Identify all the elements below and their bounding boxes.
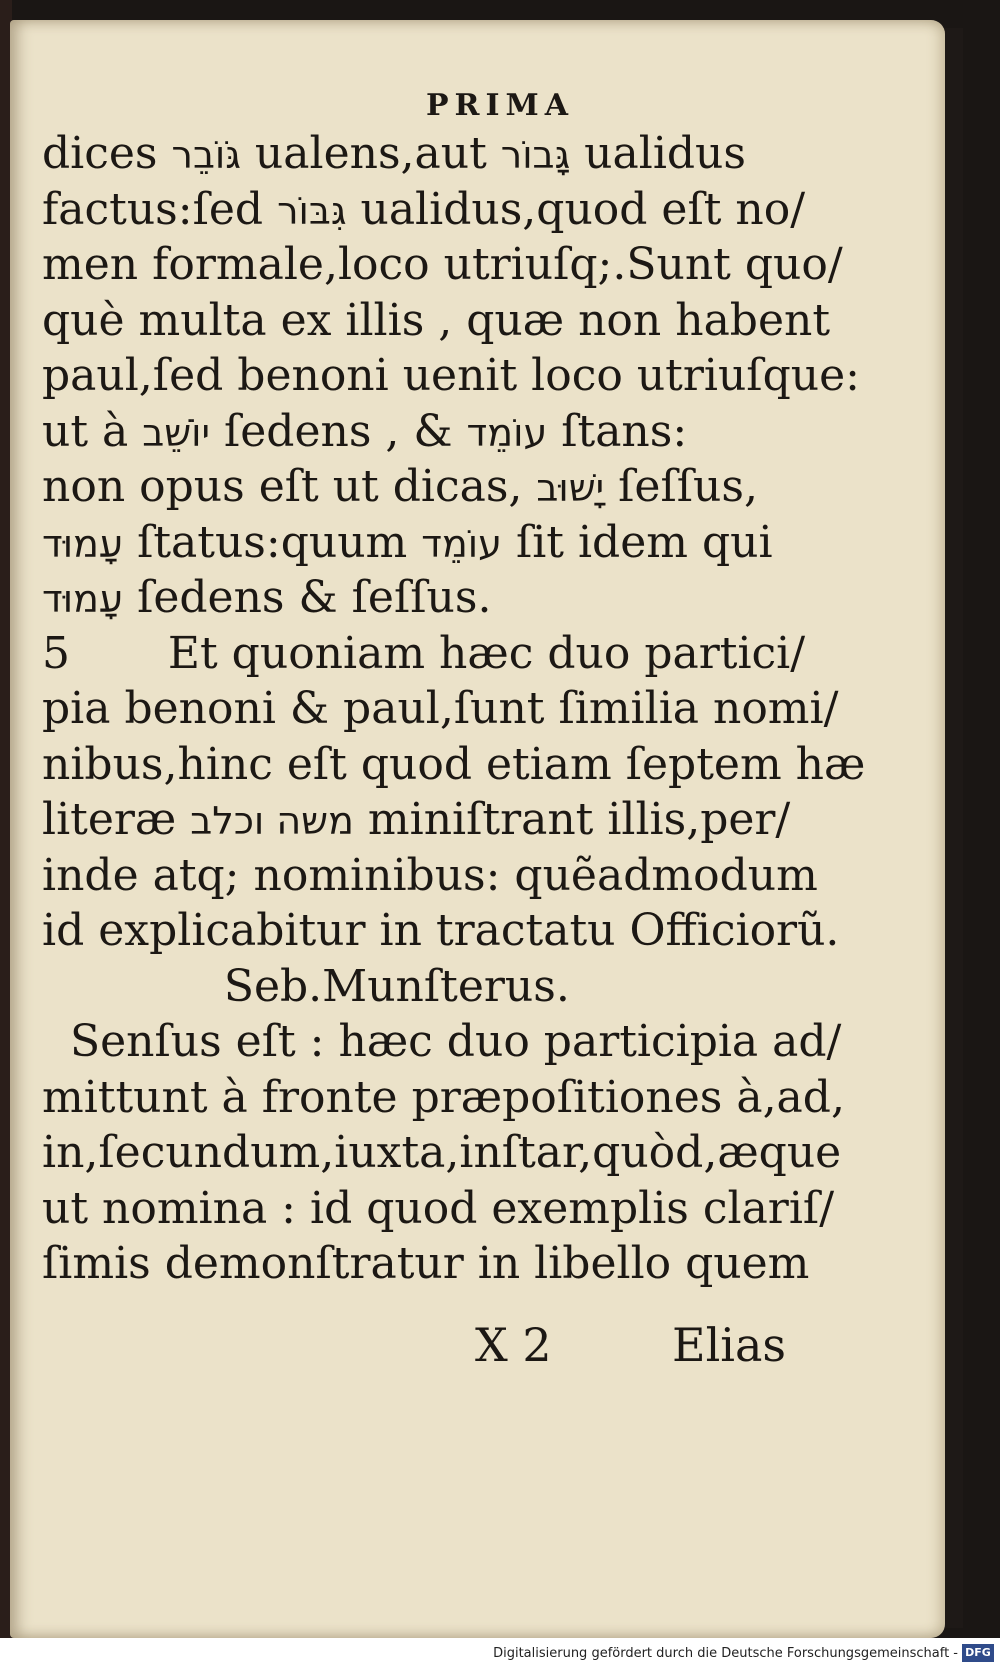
hebrew-word: עָמוּד <box>42 521 124 566</box>
latin-text: ſit idem qui <box>501 516 773 568</box>
latin-text: inde atq; nominibus: quẽadmodum <box>42 849 818 901</box>
latin-text: ſedens & ſeſſus. <box>123 572 492 623</box>
latin-text: ſeſſus, <box>604 461 758 512</box>
latin-text: ut nomina : id quod exemplis clariſ/ <box>42 1182 835 1234</box>
text-line <box>42 293 830 349</box>
latin-text: ſimis demonſtratur in libello quem <box>42 1238 810 1289</box>
latin-text: Senſus eſt : hæc duo participia ad/ <box>42 1016 842 1067</box>
latin-text: què multa ex illis , quæ non habent <box>42 294 831 346</box>
text-line <box>42 515 773 572</box>
latin-text: ſtatus:quum <box>123 516 422 568</box>
hebrew-word: עוֹמֵד <box>421 521 502 566</box>
latin-text: ualidus <box>570 128 746 179</box>
text-line <box>42 848 818 904</box>
hebrew-word: עוֹמֵד <box>466 410 548 455</box>
latin-text: non opus eſt ut dicas, <box>42 461 537 512</box>
hebrew-word: גִּבּוֹר <box>277 188 347 233</box>
text-line <box>42 237 843 293</box>
latin-text: pia benoni & paul,ſunt ſimilia nomi/ <box>42 683 839 734</box>
text-line <box>42 1181 834 1237</box>
text-line <box>42 404 687 461</box>
text-line <box>42 681 838 737</box>
hebrew-word: גֹּוֹבֵר <box>171 133 241 177</box>
latin-text: men formale,loco utriuſq;.Sunt quo/ <box>42 239 843 290</box>
hebrew-word: גָּבוֹר <box>500 133 571 177</box>
hebrew-word: עָמוּד <box>42 577 124 621</box>
latin-text: nibus,hinc eſt quod etiam ſeptem hæ <box>42 738 866 790</box>
text-line <box>42 570 491 627</box>
latin-text: ſtans: <box>547 405 688 457</box>
hebrew-word: משה וכלב <box>190 799 354 843</box>
hebrew-word: יוֹשֵׁב <box>142 410 210 455</box>
latin-text: paul,ſed benoni uenit loco utriuſque: <box>42 350 860 401</box>
latin-text: mittunt à fronte præpoſitiones à,ad, <box>42 1071 845 1123</box>
text-line <box>42 459 758 516</box>
text-line <box>42 182 805 239</box>
hebrew-word: יָשׁוּב <box>536 466 605 510</box>
text-line <box>42 792 790 849</box>
latin-text: ut à <box>42 405 143 457</box>
text-line <box>42 626 805 682</box>
latin-text: 5 Et quoniam hæc duo partici/ <box>42 627 806 679</box>
text-line <box>42 959 570 1015</box>
page-edge <box>945 28 963 1628</box>
text-line <box>42 737 865 793</box>
text-line <box>42 126 746 183</box>
footer-text: Digitalisierung gefördert durch die Deutsche Forschungsgemeinschaft - <box>493 1646 958 1661</box>
latin-text: in,ſecundum,iuxta,inſtar,quòd,æque <box>42 1127 842 1178</box>
latin-text: ualens,aut <box>240 128 501 179</box>
dfg-logo: DFG <box>962 1644 994 1662</box>
digitization-footer <box>0 1638 1000 1670</box>
text-line <box>42 1125 841 1181</box>
latin-text: Seb.Munſterus. <box>42 960 570 1012</box>
text-line <box>42 1014 841 1070</box>
latin-text: ualidus,quod eſt no/ <box>346 183 806 235</box>
latin-text: factus:ſed <box>42 183 278 235</box>
text-line <box>42 1236 809 1292</box>
signature-mark: X 2 <box>475 1318 552 1372</box>
latin-text: literæ <box>42 794 191 845</box>
latin-text: ſedens , & <box>209 405 467 457</box>
catchword: Elias <box>672 1318 787 1372</box>
latin-text: dices <box>42 128 172 179</box>
text-line <box>42 348 860 404</box>
running-head: PRIMA <box>425 88 574 123</box>
latin-text: id explicabitur in tractatu Officiorũ. <box>42 905 840 956</box>
text-line <box>42 903 839 959</box>
text-line <box>42 1070 845 1126</box>
latin-text: miniſtrant illis,per/ <box>353 794 791 845</box>
